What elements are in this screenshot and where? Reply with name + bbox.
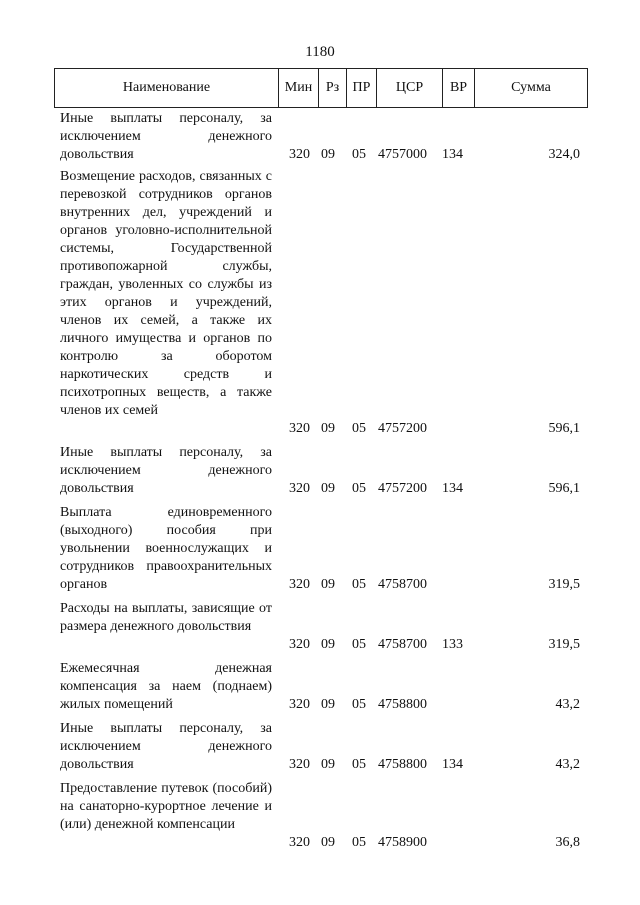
row-csr: 4758800 <box>378 697 427 712</box>
row-pr: 05 <box>352 697 366 712</box>
row-min: 320 <box>289 835 310 850</box>
page-number: 1180 <box>305 44 335 60</box>
row-name: Иные выплаты персоналу, за исключением денежного довольствия <box>60 445 272 496</box>
header-name: Наименование <box>55 69 279 107</box>
row-min: 320 <box>289 637 310 652</box>
row-rz: 09 <box>321 481 335 496</box>
row-name: Ежемесячная денежная компенсация за наем (поднаем) жилых помещений <box>60 661 272 712</box>
row-sum: 43,2 <box>555 697 580 712</box>
header-vr: ВР <box>443 69 475 107</box>
row-rz: 09 <box>321 637 335 652</box>
row-csr: 4757200 <box>378 421 427 436</box>
row-sum: 596,1 <box>548 421 580 436</box>
row-rz: 09 <box>321 757 335 772</box>
table-body <box>0 110 640 852</box>
table-row <box>0 600 640 654</box>
row-rz: 09 <box>321 835 335 850</box>
row-rz: 09 <box>321 697 335 712</box>
row-sum: 319,5 <box>548 637 580 652</box>
row-vr: 134 <box>442 757 463 772</box>
row-pr: 05 <box>352 577 366 592</box>
table-row <box>0 168 640 438</box>
row-name: Предоставление путевок (пособий) на санаторно-курортное лечение и (или) денежной компенсации <box>60 781 272 832</box>
table-row <box>0 660 640 714</box>
row-sum: 319,5 <box>548 577 580 592</box>
row-csr: 4757200 <box>378 481 427 496</box>
row-name: Иные выплаты персоналу, за исключением денежного довольствия <box>60 111 272 162</box>
header-min: Мин <box>279 69 319 107</box>
row-csr: 4757000 <box>378 147 427 162</box>
row-vr: 134 <box>442 147 463 162</box>
row-min: 320 <box>289 757 310 772</box>
header-sum: Сумма <box>511 80 551 95</box>
row-sum: 324,0 <box>548 147 580 162</box>
row-min: 320 <box>289 697 310 712</box>
row-sum: 596,1 <box>548 481 580 496</box>
table-row <box>0 110 640 164</box>
table-row <box>0 444 640 498</box>
row-pr: 05 <box>352 835 366 850</box>
row-pr: 05 <box>352 481 366 496</box>
row-name: Выплата единовременного (выходного) пособия при увольнении военнослужащих и сотрудников правоохранительных органов <box>60 505 272 592</box>
row-name: Возмещение расходов, связанных с перевозкой сотрудников органов внутренних дел, учреждений и органов уголовно-исполнительной системы, Государственной противопожарной службы, граждан, уволенных со службы из этих органов и учреждений, членов их семей, а также их личного имущества и органов по контролю за оборотом наркотических средств и психотропных веществ, а также членов их семей <box>60 169 272 418</box>
table-row <box>0 720 640 774</box>
table-row <box>0 504 640 594</box>
row-rz: 09 <box>321 577 335 592</box>
header-csr: ЦСР <box>377 69 443 107</box>
row-vr: 134 <box>442 481 463 496</box>
row-csr: 4758900 <box>378 835 427 850</box>
row-name: Иные выплаты персоналу, за исключением денежного довольствия <box>60 721 272 772</box>
row-min: 320 <box>289 577 310 592</box>
row-sum: 36,8 <box>555 835 580 850</box>
row-min: 320 <box>289 421 310 436</box>
row-rz: 09 <box>321 421 335 436</box>
header-rz: Рз <box>319 69 347 107</box>
row-vr: 133 <box>442 637 463 652</box>
row-csr: 4758800 <box>378 757 427 772</box>
row-min: 320 <box>289 481 310 496</box>
table-header <box>54 68 588 108</box>
row-pr: 05 <box>352 637 366 652</box>
row-pr: 05 <box>352 757 366 772</box>
row-pr: 05 <box>352 421 366 436</box>
row-sum: 43,2 <box>555 757 580 772</box>
row-min: 320 <box>289 147 310 162</box>
row-csr: 4758700 <box>378 637 427 652</box>
row-csr: 4758700 <box>378 577 427 592</box>
table-row <box>0 780 640 852</box>
header-pr: ПР <box>347 69 377 107</box>
row-rz: 09 <box>321 147 335 162</box>
row-pr: 05 <box>352 147 366 162</box>
row-name: Расходы на выплаты, зависящие от размера денежного довольствия <box>60 601 272 634</box>
